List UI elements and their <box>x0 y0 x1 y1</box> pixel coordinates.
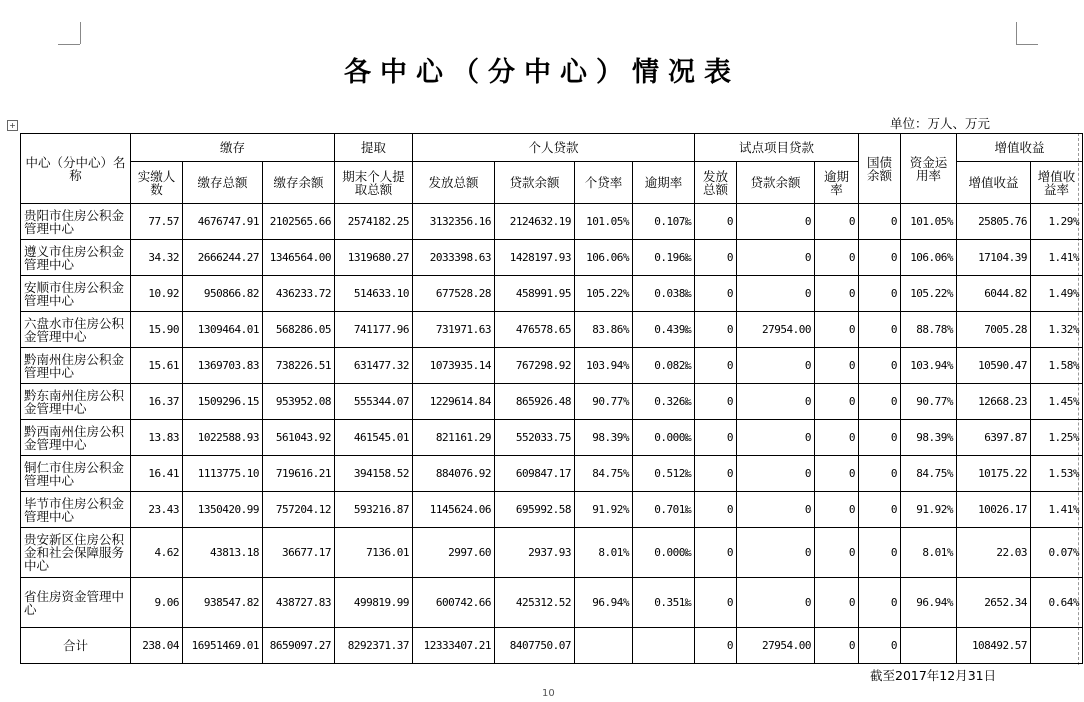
cell-treasury: 0 <box>859 204 901 240</box>
cell-people: 10.92 <box>131 276 183 312</box>
header-loan-rate: 个贷率 <box>575 162 633 204</box>
cell-deposit-total: 1509296.15 <box>183 384 263 420</box>
cell-pilot-balance: 0 <box>737 204 815 240</box>
cell-treasury: 0 <box>859 628 901 664</box>
cell-usage: 101.05% <box>901 204 957 240</box>
cell-pilot-overdue: 0 <box>815 492 859 528</box>
cell-pilot-overdue: 0 <box>815 312 859 348</box>
cell-pilot-issued: 0 <box>695 528 737 578</box>
header-fund-usage: 资金运用率 <box>901 134 957 204</box>
cell-loan-issued: 821161.29 <box>413 420 495 456</box>
cell-overdue: 0.701‰ <box>633 492 695 528</box>
cell-loan-issued: 677528.28 <box>413 276 495 312</box>
header-pilot-overdue: 逾期率 <box>815 162 859 204</box>
cell-loan-balance: 695992.58 <box>495 492 575 528</box>
header-va-amount: 增值收益 <box>957 162 1031 204</box>
cell-va: 22.03 <box>957 528 1031 578</box>
cell-pilot-balance: 0 <box>737 528 815 578</box>
header-deposit-people: 实缴人数 <box>131 162 183 204</box>
cell-loan-rate: 96.94% <box>575 578 633 628</box>
cell-overdue: 0.326‰ <box>633 384 695 420</box>
cell-treasury: 0 <box>859 276 901 312</box>
center-stats-table <box>20 133 1083 664</box>
cell-deposit-balance: 436233.72 <box>263 276 335 312</box>
cell-usage <box>901 628 957 664</box>
cell-loan-rate: 106.06% <box>575 240 633 276</box>
center-name-cell: 黔南州住房公积金管理中心 <box>21 348 131 384</box>
cell-pilot-issued: 0 <box>695 456 737 492</box>
cell-deposit-total: 1369703.83 <box>183 348 263 384</box>
cell-va-rate: 1.41% <box>1031 240 1083 276</box>
cell-loan-issued: 12333407.21 <box>413 628 495 664</box>
cell-loan-balance: 2937.93 <box>495 528 575 578</box>
cell-va: 7005.28 <box>957 312 1031 348</box>
cell-loan-balance: 2124632.19 <box>495 204 575 240</box>
footer-date: 截至2017年12月31日 <box>870 668 997 683</box>
header-value-added: 增值收益 <box>957 134 1083 162</box>
cell-loan-rate <box>575 628 633 664</box>
header-personal-loan: 个人贷款 <box>413 134 695 162</box>
cell-pilot-issued: 0 <box>695 628 737 664</box>
cell-people: 16.41 <box>131 456 183 492</box>
cell-loan-rate: 84.75% <box>575 456 633 492</box>
cell-people: 23.43 <box>131 492 183 528</box>
cell-usage: 90.77% <box>901 384 957 420</box>
cell-loan-issued: 2033398.63 <box>413 240 495 276</box>
cell-loan-rate: 103.94% <box>575 348 633 384</box>
cell-withdraw-total: 499819.99 <box>335 578 413 628</box>
cell-treasury: 0 <box>859 384 901 420</box>
cell-pilot-overdue: 0 <box>815 528 859 578</box>
cell-usage: 88.78% <box>901 312 957 348</box>
cell-va: 12668.23 <box>957 384 1031 420</box>
cell-pilot-issued: 0 <box>695 240 737 276</box>
cell-treasury: 0 <box>859 420 901 456</box>
cell-loan-balance: 865926.48 <box>495 384 575 420</box>
cell-loan-issued: 1073935.14 <box>413 348 495 384</box>
table-body <box>21 204 1083 664</box>
table-row <box>21 312 1083 348</box>
cell-va: 2652.34 <box>957 578 1031 628</box>
cell-deposit-balance: 568286.05 <box>263 312 335 348</box>
cell-deposit-balance: 561043.92 <box>263 420 335 456</box>
total-label-cell: 合计 <box>21 628 131 664</box>
cell-loan-rate: 98.39% <box>575 420 633 456</box>
center-name-cell: 黔西南州住房公积金管理中心 <box>21 420 131 456</box>
table-row <box>21 456 1083 492</box>
table-row <box>21 578 1083 628</box>
cell-loan-issued: 2997.60 <box>413 528 495 578</box>
table-row <box>21 204 1083 240</box>
cell-pilot-overdue: 0 <box>815 204 859 240</box>
table-row <box>21 384 1083 420</box>
cell-withdraw-total: 741177.96 <box>335 312 413 348</box>
cell-overdue: 0.038‰ <box>633 276 695 312</box>
cell-deposit-total: 1350420.99 <box>183 492 263 528</box>
cell-deposit-total: 4676747.91 <box>183 204 263 240</box>
cell-treasury: 0 <box>859 348 901 384</box>
cell-va-rate: 1.41% <box>1031 492 1083 528</box>
center-name-cell: 铜仁市住房公积金管理中心 <box>21 456 131 492</box>
cell-withdraw-total: 7136.01 <box>335 528 413 578</box>
cell-deposit-total: 16951469.01 <box>183 628 263 664</box>
cell-deposit-balance: 953952.08 <box>263 384 335 420</box>
cell-va-rate: 1.49% <box>1031 276 1083 312</box>
cell-treasury: 0 <box>859 528 901 578</box>
crop-mark-top-right-v <box>1016 22 1017 44</box>
cell-deposit-total: 950866.82 <box>183 276 263 312</box>
cell-deposit-total: 43813.18 <box>183 528 263 578</box>
cell-deposit-balance: 1346564.00 <box>263 240 335 276</box>
cell-pilot-issued: 0 <box>695 578 737 628</box>
cell-va: 10026.17 <box>957 492 1031 528</box>
cell-loan-issued: 731971.63 <box>413 312 495 348</box>
cell-overdue: 0.000‰ <box>633 420 695 456</box>
cell-deposit-total: 2666244.27 <box>183 240 263 276</box>
cell-va: 10175.22 <box>957 456 1031 492</box>
cell-withdraw-total: 461545.01 <box>335 420 413 456</box>
cell-va-rate: 0.07% <box>1031 528 1083 578</box>
cell-loan-balance: 609847.17 <box>495 456 575 492</box>
cell-loan-rate: 83.86% <box>575 312 633 348</box>
cell-deposit-total: 938547.82 <box>183 578 263 628</box>
cell-overdue: 0.512‰ <box>633 456 695 492</box>
crop-mark-top-right-h <box>1016 44 1038 45</box>
cell-deposit-total: 1113775.10 <box>183 456 263 492</box>
cell-va-rate: 1.45% <box>1031 384 1083 420</box>
header-overdue-rate: 逾期率 <box>633 162 695 204</box>
header-pilot-balance: 贷款余额 <box>737 162 815 204</box>
crop-mark-top-left-h <box>58 44 80 45</box>
cell-pilot-issued: 0 <box>695 348 737 384</box>
cell-treasury: 0 <box>859 312 901 348</box>
cell-deposit-balance: 2102565.66 <box>263 204 335 240</box>
cell-treasury: 0 <box>859 456 901 492</box>
cell-people: 13.83 <box>131 420 183 456</box>
cell-people: 15.90 <box>131 312 183 348</box>
header-withdraw-total: 期末个人提取总额 <box>335 162 413 204</box>
cell-pilot-balance: 0 <box>737 578 815 628</box>
cell-deposit-balance: 438727.83 <box>263 578 335 628</box>
cell-pilot-issued: 0 <box>695 420 737 456</box>
cell-usage: 91.92% <box>901 492 957 528</box>
table-move-handle-icon[interactable]: + <box>7 120 18 131</box>
header-pilot-loan: 试点项目贷款 <box>695 134 859 162</box>
cell-withdraw-total: 394158.52 <box>335 456 413 492</box>
cell-va: 6044.82 <box>957 276 1031 312</box>
cell-people: 9.06 <box>131 578 183 628</box>
cell-loan-rate: 91.92% <box>575 492 633 528</box>
cell-pilot-issued: 0 <box>695 384 737 420</box>
cell-loan-rate: 105.22% <box>575 276 633 312</box>
cell-loan-balance: 458991.95 <box>495 276 575 312</box>
cell-overdue: 0.439‰ <box>633 312 695 348</box>
cell-pilot-overdue: 0 <box>815 456 859 492</box>
header-center-name: 中心（分中心）名称 <box>21 134 131 204</box>
center-name-cell: 黔东南州住房公积金管理中心 <box>21 384 131 420</box>
cell-overdue: 0.351‰ <box>633 578 695 628</box>
cell-withdraw-total: 593216.87 <box>335 492 413 528</box>
header-loan-issued: 发放总额 <box>413 162 495 204</box>
cell-overdue <box>633 628 695 664</box>
cell-deposit-balance: 738226.51 <box>263 348 335 384</box>
cell-withdraw-total: 2574182.25 <box>335 204 413 240</box>
cell-loan-issued: 1229614.84 <box>413 384 495 420</box>
header-deposit-balance: 缴存余额 <box>263 162 335 204</box>
cell-loan-issued: 884076.92 <box>413 456 495 492</box>
cell-loan-rate: 8.01% <box>575 528 633 578</box>
cell-loan-balance: 425312.52 <box>495 578 575 628</box>
center-name-cell: 毕节市住房公积金管理中心 <box>21 492 131 528</box>
table-row <box>21 420 1083 456</box>
cell-va-rate: 1.53% <box>1031 456 1083 492</box>
cell-pilot-balance: 27954.00 <box>737 628 815 664</box>
cell-pilot-issued: 0 <box>695 276 737 312</box>
cell-usage: 96.94% <box>901 578 957 628</box>
cell-loan-balance: 8407750.07 <box>495 628 575 664</box>
cell-people: 34.32 <box>131 240 183 276</box>
cell-va-rate: 1.25% <box>1031 420 1083 456</box>
header-pilot-issued: 发放总额 <box>695 162 737 204</box>
center-name-cell: 安顺市住房公积金管理中心 <box>21 276 131 312</box>
center-name-cell: 遵义市住房公积金管理中心 <box>21 240 131 276</box>
cell-withdraw-total: 1319680.27 <box>335 240 413 276</box>
unit-label: 单位：万人、万元 <box>890 116 991 131</box>
cell-usage: 105.22% <box>901 276 957 312</box>
cell-pilot-issued: 0 <box>695 312 737 348</box>
header-treasury: 国债余额 <box>859 134 901 204</box>
cell-va-rate <box>1031 628 1083 664</box>
header-withdraw: 提取 <box>335 134 413 162</box>
cell-pilot-overdue: 0 <box>815 628 859 664</box>
cell-va-rate: 1.58% <box>1031 348 1083 384</box>
cell-deposit-balance: 36677.17 <box>263 528 335 578</box>
header-loan-balance: 贷款余额 <box>495 162 575 204</box>
page-number: 10 <box>542 688 555 699</box>
cell-people: 238.04 <box>131 628 183 664</box>
center-name-cell: 贵阳市住房公积金管理中心 <box>21 204 131 240</box>
cell-va-rate: 1.32% <box>1031 312 1083 348</box>
cell-pilot-balance: 0 <box>737 276 815 312</box>
total-row <box>21 628 1083 664</box>
cell-va: 17104.39 <box>957 240 1031 276</box>
cell-deposit-total: 1309464.01 <box>183 312 263 348</box>
cell-pilot-issued: 0 <box>695 492 737 528</box>
header-deposit: 缴存 <box>131 134 335 162</box>
cell-usage: 8.01% <box>901 528 957 578</box>
cell-va: 25805.76 <box>957 204 1031 240</box>
cell-loan-rate: 101.05% <box>575 204 633 240</box>
cell-treasury: 0 <box>859 492 901 528</box>
cell-va: 10590.47 <box>957 348 1031 384</box>
cell-loan-balance: 1428197.93 <box>495 240 575 276</box>
cell-usage: 103.94% <box>901 348 957 384</box>
cell-pilot-overdue: 0 <box>815 348 859 384</box>
cell-pilot-issued: 0 <box>695 204 737 240</box>
cell-people: 15.61 <box>131 348 183 384</box>
cell-loan-issued: 1145624.06 <box>413 492 495 528</box>
cell-overdue: 0.196‰ <box>633 240 695 276</box>
table-row <box>21 492 1083 528</box>
cell-pilot-overdue: 0 <box>815 384 859 420</box>
document-title: 各中心（分中心）情况表 <box>344 57 740 88</box>
cell-va: 108492.57 <box>957 628 1031 664</box>
cell-loan-balance: 476578.65 <box>495 312 575 348</box>
cell-pilot-overdue: 0 <box>815 276 859 312</box>
table-row <box>21 276 1083 312</box>
crop-mark-top-left-v <box>80 22 81 44</box>
cell-va: 6397.87 <box>957 420 1031 456</box>
cell-pilot-balance: 0 <box>737 240 815 276</box>
cell-pilot-overdue: 0 <box>815 420 859 456</box>
cell-va-rate: 1.29% <box>1031 204 1083 240</box>
cell-pilot-balance: 0 <box>737 456 815 492</box>
table-row <box>21 348 1083 384</box>
cell-deposit-total: 1022588.93 <box>183 420 263 456</box>
cell-loan-issued: 600742.66 <box>413 578 495 628</box>
cell-treasury: 0 <box>859 240 901 276</box>
cell-pilot-balance: 0 <box>737 384 815 420</box>
center-name-cell: 六盘水市住房公积金管理中心 <box>21 312 131 348</box>
cell-people: 16.37 <box>131 384 183 420</box>
center-name-cell: 贵安新区住房公积金和社会保障服务中心 <box>21 528 131 578</box>
center-name-cell: 省住房资金管理中心 <box>21 578 131 628</box>
cell-overdue: 0.000‰ <box>633 528 695 578</box>
cell-pilot-balance: 0 <box>737 492 815 528</box>
cell-withdraw-total: 631477.32 <box>335 348 413 384</box>
cell-va-rate: 0.64% <box>1031 578 1083 628</box>
cell-usage: 106.06% <box>901 240 957 276</box>
cell-pilot-overdue: 0 <box>815 240 859 276</box>
table-row <box>21 528 1083 578</box>
cell-overdue: 0.082‰ <box>633 348 695 384</box>
cell-people: 77.57 <box>131 204 183 240</box>
cell-loan-balance: 767298.92 <box>495 348 575 384</box>
cell-loan-rate: 90.77% <box>575 384 633 420</box>
cell-withdraw-total: 555344.07 <box>335 384 413 420</box>
cell-pilot-balance: 0 <box>737 348 815 384</box>
cell-deposit-balance: 757204.12 <box>263 492 335 528</box>
cell-overdue: 0.107‰ <box>633 204 695 240</box>
cell-pilot-overdue: 0 <box>815 578 859 628</box>
cell-pilot-balance: 0 <box>737 420 815 456</box>
cell-withdraw-total: 8292371.37 <box>335 628 413 664</box>
cell-usage: 84.75% <box>901 456 957 492</box>
cell-usage: 98.39% <box>901 420 957 456</box>
header-deposit-total: 缴存总额 <box>183 162 263 204</box>
cell-people: 4.62 <box>131 528 183 578</box>
cell-withdraw-total: 514633.10 <box>335 276 413 312</box>
header-va-rate: 增值收益率 <box>1031 162 1083 204</box>
cell-deposit-balance: 8659097.27 <box>263 628 335 664</box>
table-row <box>21 240 1083 276</box>
cell-loan-balance: 552033.75 <box>495 420 575 456</box>
cell-pilot-balance: 27954.00 <box>737 312 815 348</box>
cell-treasury: 0 <box>859 578 901 628</box>
cell-deposit-balance: 719616.21 <box>263 456 335 492</box>
cell-loan-issued: 3132356.16 <box>413 204 495 240</box>
